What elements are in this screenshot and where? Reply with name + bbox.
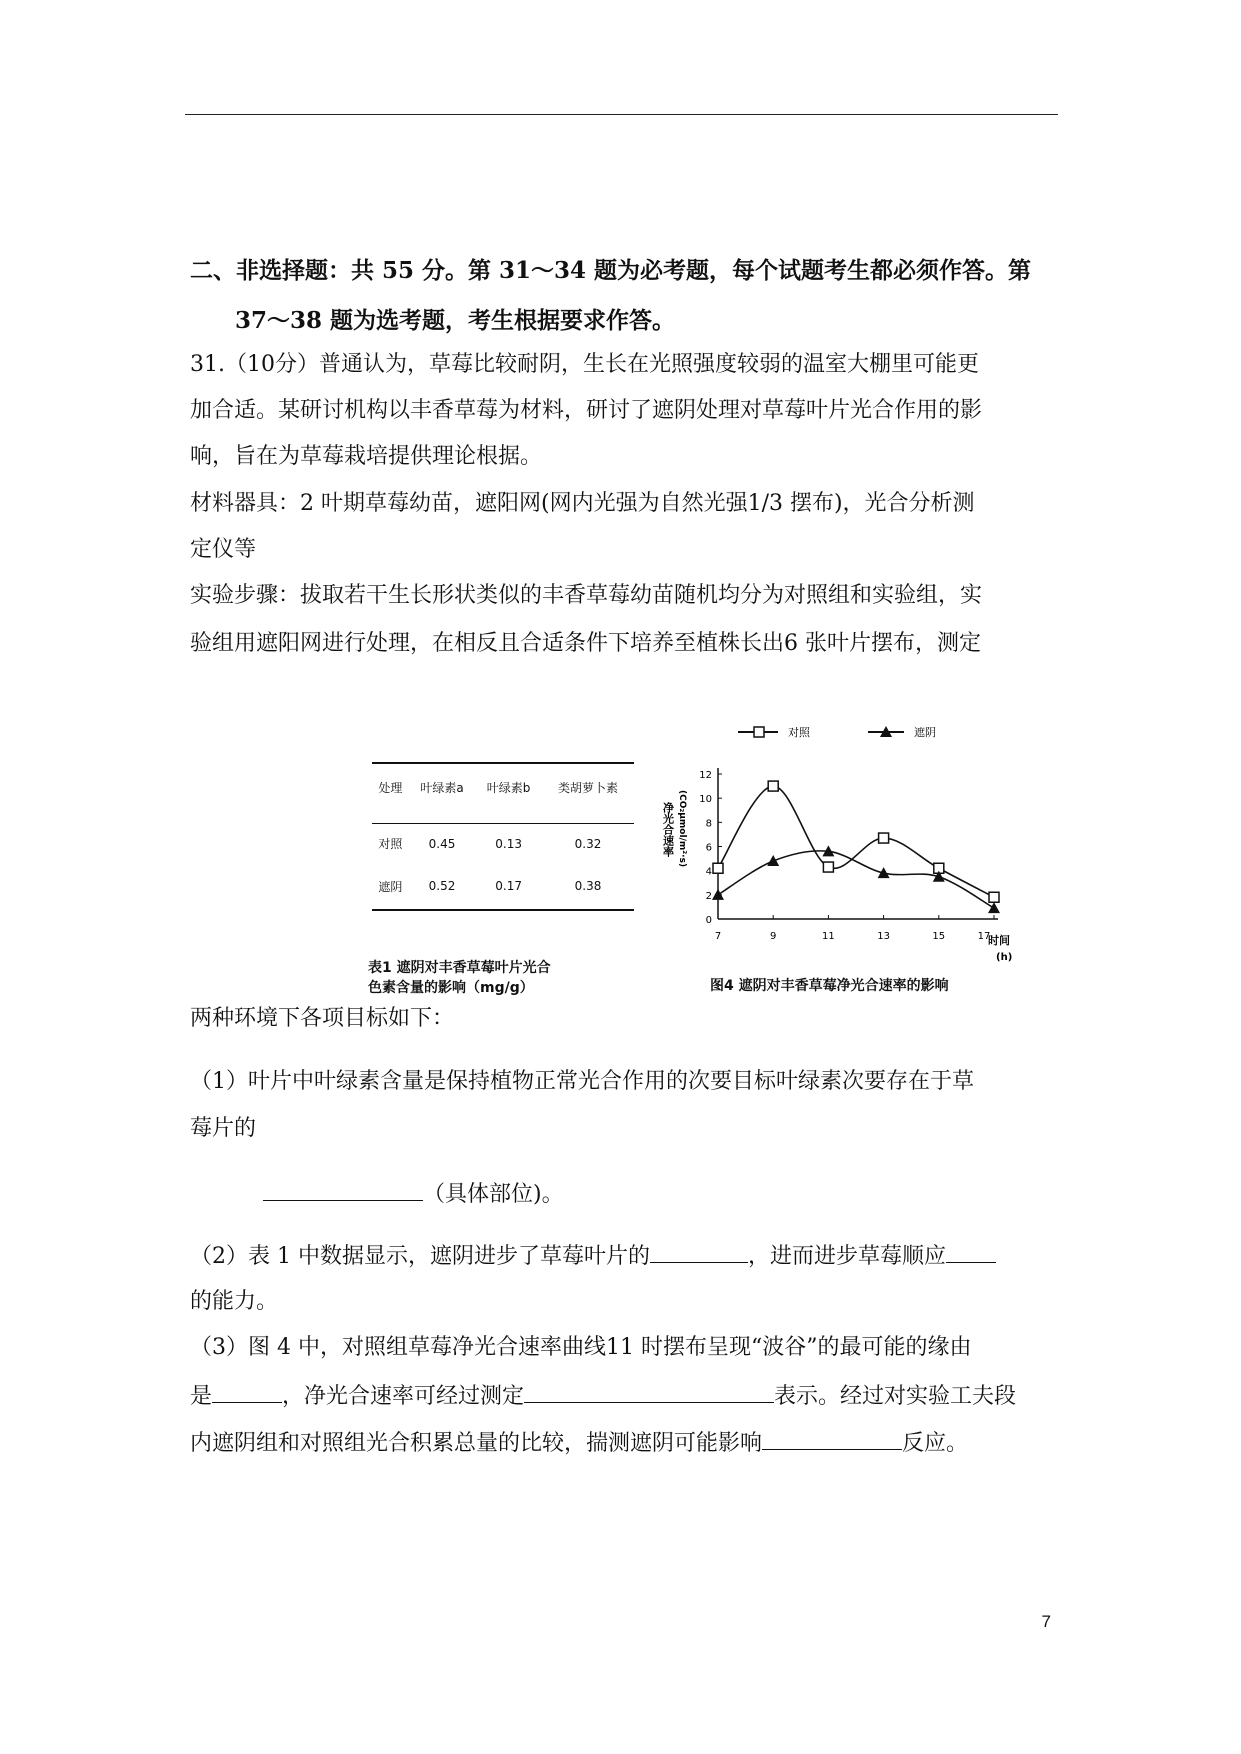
sub3-text-a: 是 [190, 1384, 213, 1409]
x-axis-unit: (h) [996, 952, 1013, 963]
y-tick-label: 8 [705, 818, 712, 830]
x-tick-label: 17 [977, 931, 991, 942]
table-header-treatment: 处理 [378, 781, 403, 795]
q31-line-2: 加合适。某研讨机构以丰香草莓为材料，研讨了遮阴处理对草莓叶片光合作用的影 [190, 398, 983, 423]
x-tick-label: 7 [714, 931, 722, 942]
answer-blank-1[interactable] [263, 1178, 423, 1201]
materials-line-2: 定仪等 [190, 537, 257, 562]
materials-line-1: 材料器具：2 叶期草莓幼苗，遮阳网(网内光强为自然光强1/3 摆布)，光合分析测 [190, 491, 975, 516]
series-line-shade [718, 851, 994, 908]
answer-blank-2[interactable] [650, 1240, 748, 1263]
sub3-text-e: 反应。 [902, 1431, 969, 1456]
x-tick-label: 15 [932, 931, 946, 942]
y-tick-label: 12 [699, 770, 712, 781]
steps-line-1: 实验步骤：拔取若干生长形状类似的丰香草莓幼苗随机均分为对照组和实验组，实 [190, 583, 983, 608]
legend-marker-control [754, 727, 764, 737]
sub3-line-3 [190, 1427, 968, 1459]
chart-caption: 图4 遮阴对丰香草莓净光合速率的影响 [710, 978, 949, 994]
x-tick-label: 13 [877, 931, 890, 942]
page-number: 7 [1041, 1612, 1051, 1631]
data-point-shade [712, 889, 724, 900]
sub1-line-3 [263, 1178, 564, 1210]
series-line-control [718, 786, 994, 897]
sub3-line-1: （3）图 4 中，对照组草莓净光合速率曲线11 时摆布呈现“波谷”的最可能的缘由 [190, 1335, 972, 1360]
y-axis-label: 净光合速率 [661, 802, 675, 857]
x-tick-label: 11 [822, 931, 835, 942]
sub2-text-2: ，进而进步草莓顺应 [747, 1244, 946, 1269]
photosynthesis-rate-chart [660, 710, 1060, 970]
sub3-text-d: 内遮阴组和对照组光合积累总量的比较，揣测遮阴可能影响 [190, 1431, 763, 1456]
table-cell: 0.45 [428, 836, 456, 851]
sub2-line-1 [190, 1240, 996, 1272]
table-caption-line-2: 色素含量的影响（mg/g） [368, 980, 534, 996]
header-rule [185, 114, 1058, 115]
x-axis-label: 时间 [988, 934, 1010, 947]
table-cell: 0.52 [428, 879, 456, 893]
q31-line-1: 31.（10分）普通认为，草莓比较耐阴，生长在光照强度较弱的温室大棚里可能更 [190, 352, 979, 377]
section-heading-line-1: 二、非选择题：共 55 分。第 31～34 题为必考题，每个试题考生都必须作答。第 [190, 257, 1032, 284]
legend-label-shade: 遮阴 [914, 726, 936, 739]
x-tick-label: 9 [770, 931, 777, 942]
legend-label-control: 对照 [788, 726, 810, 739]
sub1-line-1: （1）叶片中叶绿素含量是保持植物正常光合作用的次要目标叶绿素次要存在于草 [190, 1069, 974, 1094]
sub3-text-b: ，净光合速率可经过测定 [282, 1384, 525, 1409]
q31-line-3: 响，旨在为草莓栽培提供理论根据。 [190, 444, 543, 469]
table-header-chl-a: 叶绿素a [420, 781, 464, 795]
data-point-control [768, 781, 778, 791]
sub1-after-blank: （具体部位)。 [423, 1182, 564, 1207]
table-row [372, 864, 634, 910]
data-point-control [879, 833, 889, 843]
sub3-text-c: 表示。经过对实验工夫段 [774, 1384, 1017, 1409]
y-tick-label: 4 [705, 866, 712, 878]
answer-blank-3[interactable] [946, 1240, 996, 1263]
table-header-chl-b: 叶绿素b [486, 781, 531, 795]
table-cell: 0.13 [495, 836, 522, 851]
answer-blank-5[interactable] [524, 1380, 774, 1403]
data-point-control [989, 892, 999, 902]
pigment-table [372, 762, 634, 911]
table-row [372, 824, 634, 864]
table-cell: 0.32 [574, 836, 602, 851]
data-point-shade [988, 902, 1000, 913]
table-header-carotenoid: 类胡萝卜素 [558, 781, 619, 795]
intro-indicators-line: 两种环境下各项目标如下： [190, 1006, 455, 1031]
sub2-line-2: 的能力。 [190, 1289, 279, 1314]
answer-blank-6[interactable] [762, 1427, 902, 1450]
table-caption-line-1: 表1 遮阴对丰香草莓叶片光合 [368, 960, 551, 976]
answer-blank-4[interactable] [212, 1380, 282, 1403]
table-cell: 对照 [378, 837, 403, 852]
y-tick-label: 2 [705, 890, 712, 902]
y-axis-unit: (CO₂μmol/m²·s) [677, 790, 687, 868]
sub1-line-2: 莓片的 [190, 1116, 257, 1141]
data-point-control [823, 862, 833, 872]
data-point-control [713, 863, 723, 873]
sub3-line-2 [190, 1380, 1016, 1412]
sub2-text-1: （2）表 1 中数据显示，遮阴进步了草莓叶片的 [190, 1244, 650, 1269]
y-tick-label: 0 [705, 915, 712, 926]
chart-legend [738, 725, 936, 739]
y-tick-label: 10 [699, 794, 712, 806]
table-cell: 遮阴 [378, 879, 403, 894]
data-point-shade [767, 855, 779, 866]
y-tick-label: 6 [705, 842, 712, 854]
table-cell: 0.17 [495, 879, 522, 893]
section-heading-line-2: 37～38 题为选考题，考生根据要求作答。 [235, 307, 676, 334]
table-cell: 0.38 [574, 879, 602, 893]
steps-line-2: 验组用遮阳网进行处理，在相反且合适条件下培养至植株长出6 张叶片摆布，测定 [190, 631, 981, 656]
